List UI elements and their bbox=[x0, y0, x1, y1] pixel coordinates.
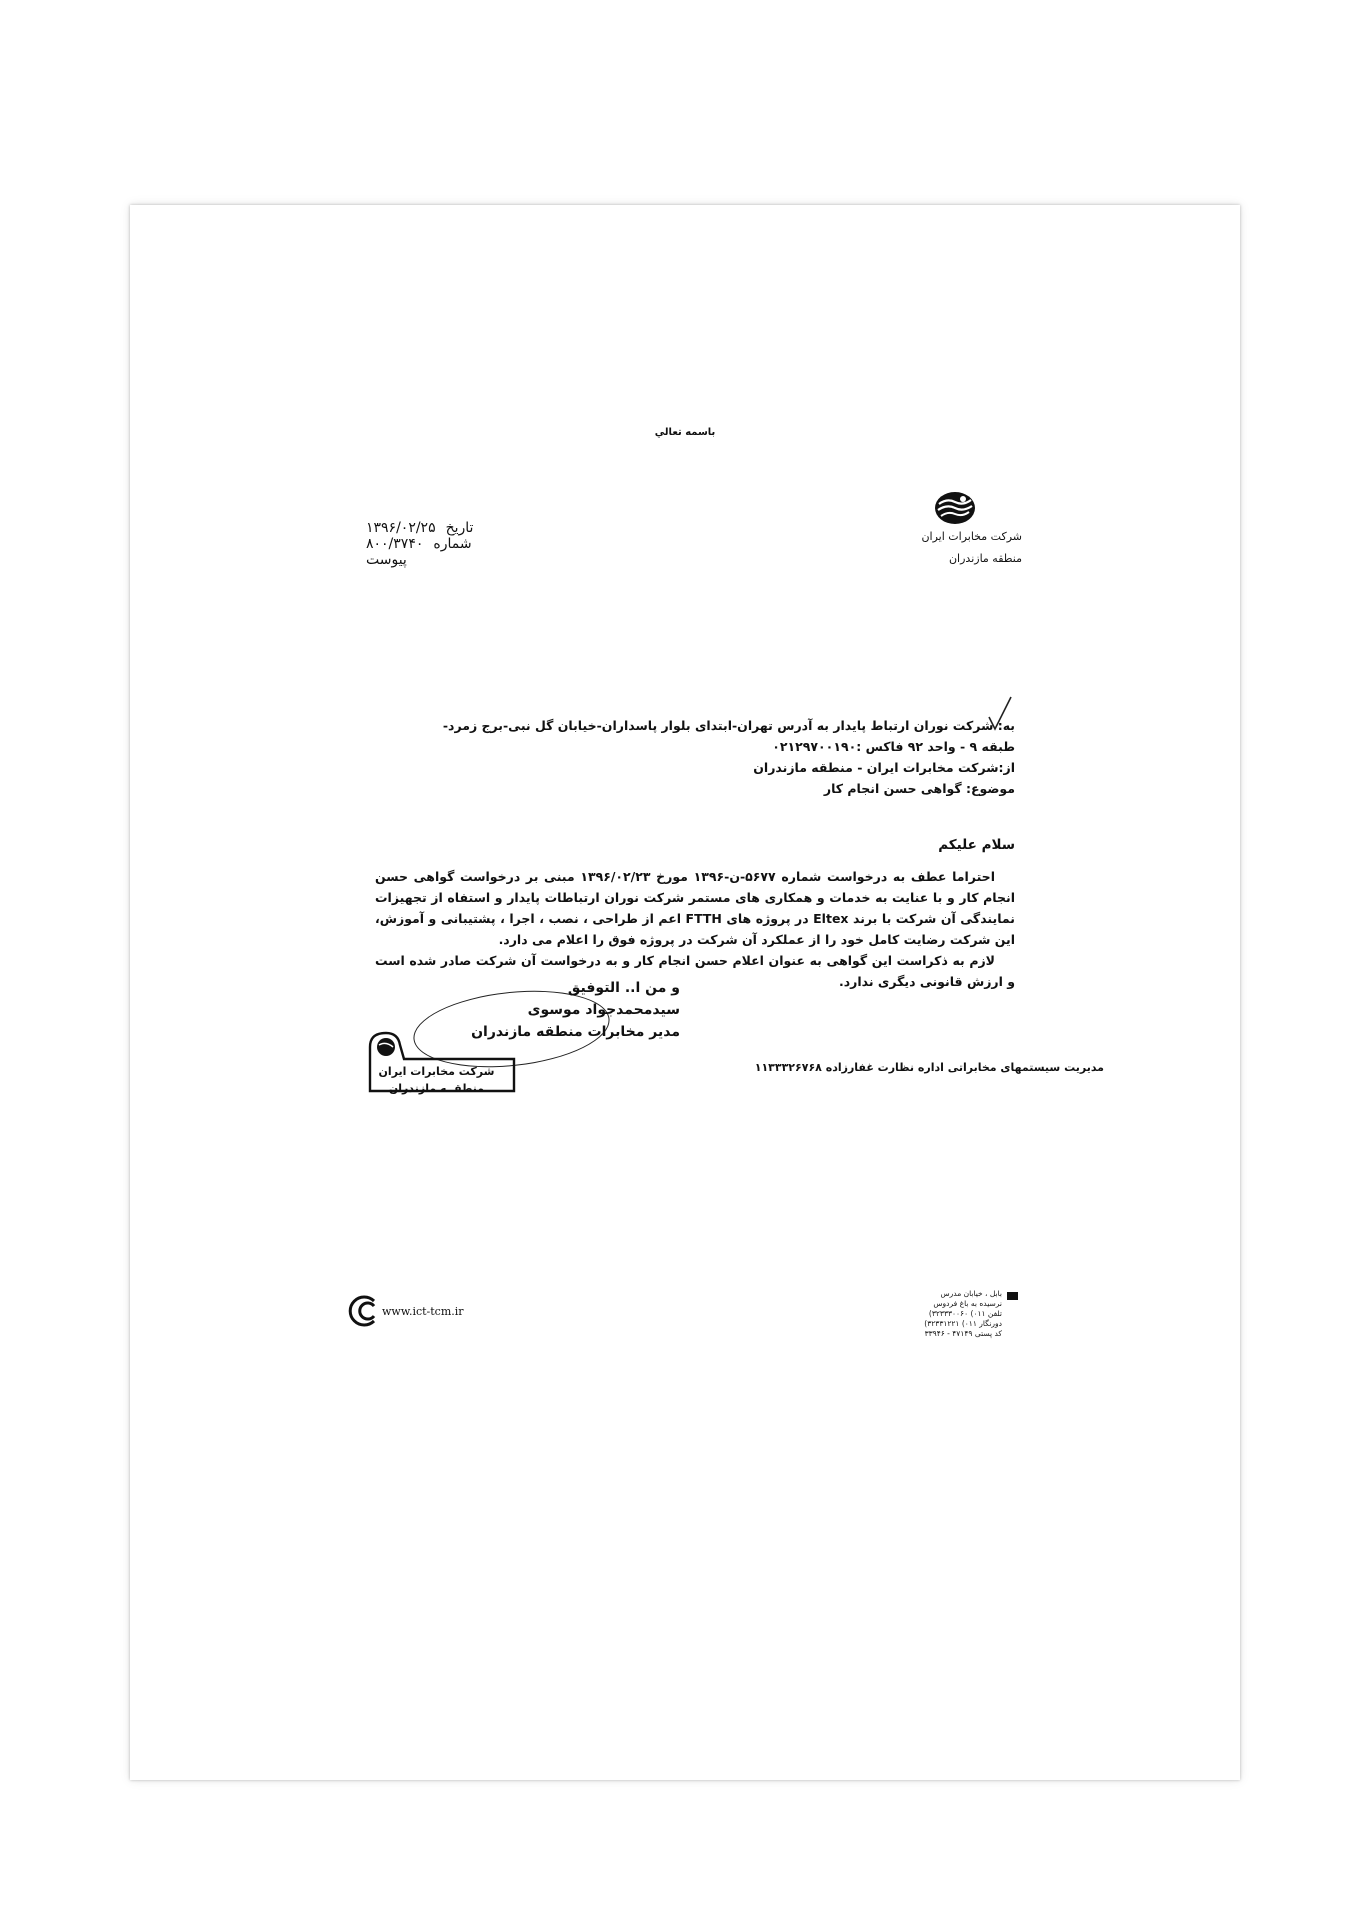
recipient-line-1: به: شرکت نوران ارتباط پایدار به آدرس تهران-ابتدای بلوار پاسداران-خیابان گل نبی-برج زمرد- bbox=[442, 718, 1015, 733]
website-url[interactable]: www.ict-tcm.ir bbox=[382, 1304, 464, 1318]
body-paragraph-1: احتراما عطف به درخواست شماره ۵۶۷۷-ن-۱۳۹۶ مورخ ۱۳۹۶/۰۲/۲۳ مبنی بر درخواست گواهی حسن انجام کار و با عنایت به خدمات و همکاری های مستمر شرکت نوران ارتباطات پایدار و استفاه از تجهیزات نمایندگی آن شرکت با برند Eltex در پروژه های FTTH اعم از طراحی ، نصب ، اجرا ، پشتیبانی و آموزش، این شرکت رضایت کامل خود را از عملکرد آن شرکت در پروژه فوق را اعلام می دارد. bbox=[375, 869, 1015, 947]
body-paragraph-2: لازم به ذکراست این گواهی به عنوان اعلام حسن انجام کار و به درخواست آن شرکت صادر شده است و ارزش قانونی دیگری ندارد. bbox=[375, 953, 1015, 989]
greeting: سلام علیکم bbox=[938, 837, 1015, 853]
stamp-line-1: شرکت مخابرات ایران bbox=[378, 1065, 495, 1078]
org-region: منطقه مازندران bbox=[948, 552, 1022, 565]
address-line-1: بابل ، خیابان مدرس bbox=[940, 1289, 1002, 1298]
phone-label: تلفن bbox=[987, 1309, 1002, 1318]
footer-website bbox=[348, 1295, 464, 1327]
letterhead-brand bbox=[921, 490, 1022, 570]
letter-body bbox=[375, 835, 1015, 992]
stamp-line-2: منطقــه مازندران bbox=[388, 1082, 485, 1095]
invocation: باسمه تعالي bbox=[654, 427, 716, 438]
letter-page bbox=[130, 205, 1240, 1780]
signer-title: مدیر مخابرات منطقه مازندران bbox=[471, 1024, 680, 1040]
postal-value: ۴۷۱۴۹ - ۳۳۹۴۶ bbox=[924, 1329, 973, 1338]
ict-logo-icon bbox=[348, 1295, 380, 1327]
footer-contact bbox=[924, 1289, 1002, 1339]
letter-header bbox=[375, 715, 1015, 799]
number-label: شماره bbox=[433, 536, 472, 552]
date-value: ۱۳۹۶/۰۲/۲۵ bbox=[366, 520, 436, 536]
square-bullet-icon bbox=[1007, 1292, 1018, 1300]
sender-line: از:شرکت مخابرات ایران - منطقه مازندران bbox=[753, 760, 1015, 775]
org-name: شرکت مخابرات ایران bbox=[921, 530, 1022, 543]
phone-value: ۰۱۱) ۳۲۳۳۳۰۰۶۰) bbox=[928, 1309, 986, 1318]
signer-name: سیدمحمدجواد موسوی bbox=[527, 1002, 680, 1018]
tci-logo-icon bbox=[933, 490, 977, 526]
subject-line: موضوع: گواهی حسن انجام کار bbox=[823, 781, 1015, 796]
stamp-text bbox=[364, 1063, 509, 1097]
attachment-label: پیوست bbox=[366, 552, 407, 568]
address-line-2: نرسیده به باغ فردوس bbox=[933, 1299, 1002, 1308]
closing: و من ا.. التوفیق bbox=[567, 980, 680, 996]
fax-label: دورنگار bbox=[979, 1319, 1002, 1328]
letter-meta bbox=[366, 520, 473, 568]
recipient-line-2: طبقه ۹ - واحد ۹۲ فاکس :۰۲۱۲۹۷۰۰۱۹۰ bbox=[772, 739, 1015, 754]
number-value: ۸۰۰/۳۷۴۰ bbox=[366, 536, 424, 552]
office-line: مدیریت سیستمهای مخابراتی اداره نظارت غفارزاده ۱۱۳۳۳۲۶۷۶۸ bbox=[754, 1061, 1104, 1074]
postal-label: کد پستی bbox=[974, 1329, 1002, 1338]
fax-value: ۰۱۱) ۳۲۳۳۱۲۲۱) bbox=[924, 1319, 977, 1328]
date-label: تاریخ bbox=[445, 520, 474, 536]
